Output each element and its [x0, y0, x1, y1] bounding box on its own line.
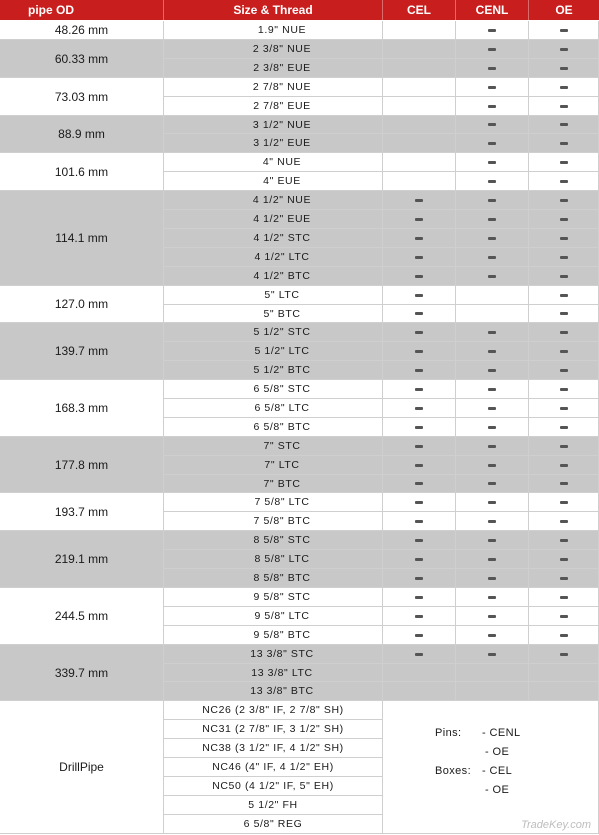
pipe-od-cell: 127.0 mm — [0, 286, 164, 323]
header-size-thread: Size & Thread — [164, 0, 383, 20]
thread-cell: 9 5/8" BTC — [164, 626, 383, 645]
cel-cell — [383, 342, 456, 361]
cel-cell — [383, 323, 456, 342]
pipe-od-cell: 168.3 mm — [0, 380, 164, 437]
oe-mark-icon — [560, 105, 568, 108]
thread-cell: 4" NUE — [164, 153, 383, 172]
cel-mark-icon — [415, 482, 423, 485]
oe-mark-icon — [560, 294, 568, 297]
oe-mark-icon — [560, 180, 568, 183]
cenl-mark-icon — [488, 350, 496, 353]
cel-cell — [383, 531, 456, 550]
cenl-mark-icon — [488, 29, 496, 32]
oe-mark-icon — [560, 539, 568, 542]
cenl-mark-icon — [488, 615, 496, 618]
oe-mark-icon — [560, 237, 568, 240]
cel-cell — [383, 475, 456, 493]
oe-cell — [529, 664, 599, 682]
cel-mark-icon — [415, 218, 423, 221]
oe-cell — [529, 267, 599, 286]
oe-cell — [529, 342, 599, 361]
cel-cell — [383, 607, 456, 626]
oe-mark-icon — [560, 634, 568, 637]
cenl-cell — [456, 323, 529, 342]
oe-mark-icon — [560, 312, 568, 315]
oe-mark-icon — [560, 161, 568, 164]
cel-cell — [383, 116, 456, 134]
cenl-cell — [456, 229, 529, 248]
thread-cell: 2 7/8" EUE — [164, 97, 383, 116]
cenl-cell — [456, 286, 529, 305]
oe-mark-icon — [560, 350, 568, 353]
cel-mark-icon — [415, 199, 423, 202]
oe-mark-icon — [560, 445, 568, 448]
oe-cell — [529, 588, 599, 607]
cel-mark-icon — [415, 237, 423, 240]
cenl-cell — [456, 134, 529, 153]
oe-mark-icon — [560, 86, 568, 89]
oe-cell — [529, 97, 599, 116]
thread-cell: 5 1/2" STC — [164, 323, 383, 342]
cel-cell — [383, 456, 456, 475]
cenl-mark-icon — [488, 426, 496, 429]
cenl-mark-icon — [488, 388, 496, 391]
cenl-mark-icon — [488, 501, 496, 504]
cenl-cell — [456, 305, 529, 323]
oe-cell — [529, 286, 599, 305]
cel-cell — [383, 248, 456, 267]
thread-cell: 13 3/8" LTC — [164, 664, 383, 682]
cel-cell — [383, 153, 456, 172]
pipe-od-cell: 339.7 mm — [0, 645, 164, 701]
oe-mark-icon — [560, 142, 568, 145]
thread-cell: 8 5/8" BTC — [164, 569, 383, 588]
thread-cell: 4 1/2" EUE — [164, 210, 383, 229]
cel-cell — [383, 229, 456, 248]
thread-cell: 4 1/2" NUE — [164, 191, 383, 210]
cenl-cell — [456, 210, 529, 229]
oe-cell — [529, 40, 599, 59]
cel-cell — [383, 267, 456, 286]
cenl-mark-icon — [488, 577, 496, 580]
cel-cell — [383, 172, 456, 191]
cel-mark-icon — [415, 275, 423, 278]
cenl-mark-icon — [488, 634, 496, 637]
cenl-mark-icon — [488, 653, 496, 656]
thread-cell: 7" STC — [164, 437, 383, 456]
oe-mark-icon — [560, 388, 568, 391]
oe-cell — [529, 645, 599, 664]
cel-mark-icon — [415, 615, 423, 618]
oe-mark-icon — [560, 501, 568, 504]
drillpipe-od-cell: DrillPipe — [0, 701, 164, 834]
thread-cell: 5" BTC — [164, 305, 383, 323]
thread-cell: 5 1/2" LTC — [164, 342, 383, 361]
cel-cell — [383, 437, 456, 456]
cel-cell — [383, 97, 456, 116]
thread-cell: 3 1/2" EUE — [164, 134, 383, 153]
cenl-cell — [456, 626, 529, 645]
thread-cell: 6 5/8" STC — [164, 380, 383, 399]
cenl-mark-icon — [488, 464, 496, 467]
oe-cell — [529, 116, 599, 134]
cel-mark-icon — [415, 407, 423, 410]
cenl-cell — [456, 342, 529, 361]
cel-cell — [383, 682, 456, 701]
oe-cell — [529, 78, 599, 97]
drillpipe-thread-cell: NC50 (4 1/2" IF, 5" EH) — [164, 777, 383, 796]
oe-mark-icon — [560, 275, 568, 278]
oe-mark-icon — [560, 464, 568, 467]
cenl-cell — [456, 607, 529, 626]
thread-cell: 8 5/8" STC — [164, 531, 383, 550]
cenl-cell — [456, 399, 529, 418]
oe-mark-icon — [560, 123, 568, 126]
oe-mark-icon — [560, 653, 568, 656]
cenl-cell — [456, 380, 529, 399]
cel-mark-icon — [415, 256, 423, 259]
oe-cell — [529, 21, 599, 40]
oe-mark-icon — [560, 520, 568, 523]
pipe-od-cell: 193.7 mm — [0, 493, 164, 531]
thread-cell: 5" LTC — [164, 286, 383, 305]
drillpipe-thread-cell: 5 1/2" FH — [164, 796, 383, 815]
oe-cell — [529, 437, 599, 456]
cenl-mark-icon — [488, 482, 496, 485]
cenl-mark-icon — [488, 369, 496, 372]
thread-cell: 6 5/8" LTC — [164, 399, 383, 418]
cenl-mark-icon — [488, 520, 496, 523]
cenl-cell — [456, 475, 529, 493]
oe-cell — [529, 418, 599, 437]
cel-cell — [383, 78, 456, 97]
cenl-cell — [456, 588, 529, 607]
pipe-od-cell: 177.8 mm — [0, 437, 164, 493]
cel-cell — [383, 626, 456, 645]
cenl-mark-icon — [488, 48, 496, 51]
cenl-cell — [456, 550, 529, 569]
cenl-mark-icon — [488, 445, 496, 448]
pipe-od-cell: 73.03 mm — [0, 78, 164, 116]
cel-mark-icon — [415, 539, 423, 542]
cenl-mark-icon — [488, 218, 496, 221]
cel-cell — [383, 21, 456, 40]
thread-cell: 7 5/8" BTC — [164, 512, 383, 531]
oe-cell — [529, 323, 599, 342]
oe-cell — [529, 607, 599, 626]
pipe-od-cell: 244.5 mm — [0, 588, 164, 645]
pipe-od-cell: 114.1 mm — [0, 191, 164, 286]
header-pipe-od: pipe OD — [0, 0, 164, 20]
cel-cell — [383, 569, 456, 588]
thread-cell: 4 1/2" BTC — [164, 267, 383, 286]
oe-cell — [529, 172, 599, 191]
cenl-mark-icon — [488, 256, 496, 259]
cenl-mark-icon — [488, 123, 496, 126]
cenl-cell — [456, 97, 529, 116]
drillpipe-thread-cell: NC31 (2 7/8" IF, 3 1/2" SH) — [164, 720, 383, 739]
pipe-od-cell: 88.9 mm — [0, 116, 164, 153]
boxes-label: Boxes: — [435, 765, 472, 777]
cel-cell — [383, 493, 456, 512]
cel-mark-icon — [415, 350, 423, 353]
oe-mark-icon — [560, 331, 568, 334]
drillpipe-thread-cell: 6 5/8" REG — [164, 815, 383, 834]
cenl-cell — [456, 531, 529, 550]
oe-cell — [529, 305, 599, 323]
boxes-value-2: - OE — [485, 784, 510, 796]
oe-cell — [529, 210, 599, 229]
cenl-cell — [456, 493, 529, 512]
oe-mark-icon — [560, 256, 568, 259]
cel-cell — [383, 588, 456, 607]
cenl-cell — [456, 116, 529, 134]
cenl-cell — [456, 78, 529, 97]
cenl-cell — [456, 361, 529, 380]
cenl-mark-icon — [488, 142, 496, 145]
oe-mark-icon — [560, 199, 568, 202]
cel-mark-icon — [415, 388, 423, 391]
oe-mark-icon — [560, 29, 568, 32]
oe-mark-icon — [560, 407, 568, 410]
thread-cell: 7" LTC — [164, 456, 383, 475]
oe-cell — [529, 626, 599, 645]
cenl-mark-icon — [488, 180, 496, 183]
cel-mark-icon — [415, 577, 423, 580]
thread-cell: 3 1/2" NUE — [164, 116, 383, 134]
cel-cell — [383, 418, 456, 437]
pins-label: Pins: — [435, 727, 462, 739]
drillpipe-thread-cell: NC38 (3 1/2" IF, 4 1/2" SH) — [164, 739, 383, 758]
thread-cell: 4 1/2" LTC — [164, 248, 383, 267]
thread-cell: 13 3/8" STC — [164, 645, 383, 664]
cenl-mark-icon — [488, 105, 496, 108]
oe-cell — [529, 493, 599, 512]
cenl-mark-icon — [488, 407, 496, 410]
cenl-mark-icon — [488, 237, 496, 240]
cel-mark-icon — [415, 312, 423, 315]
cel-cell — [383, 361, 456, 380]
oe-cell — [529, 153, 599, 172]
cenl-cell — [456, 437, 529, 456]
cel-cell — [383, 286, 456, 305]
oe-cell — [529, 550, 599, 569]
cenl-cell — [456, 456, 529, 475]
oe-cell — [529, 531, 599, 550]
cel-mark-icon — [415, 426, 423, 429]
pipe-od-cell: 219.1 mm — [0, 531, 164, 588]
cenl-mark-icon — [488, 199, 496, 202]
pins-value-1: - CENL — [482, 727, 521, 739]
cel-mark-icon — [415, 520, 423, 523]
cel-mark-icon — [415, 331, 423, 334]
cenl-cell — [456, 248, 529, 267]
cenl-cell — [456, 682, 529, 701]
thread-cell: 2 7/8" NUE — [164, 78, 383, 97]
drillpipe-thread-cell: NC26 (2 3/8" IF, 2 7/8" SH) — [164, 701, 383, 720]
oe-cell — [529, 380, 599, 399]
cel-cell — [383, 134, 456, 153]
cel-cell — [383, 550, 456, 569]
drillpipe-thread-cell: NC46 (4" IF, 4 1/2" EH) — [164, 758, 383, 777]
cel-cell — [383, 645, 456, 664]
oe-cell — [529, 682, 599, 701]
cenl-mark-icon — [488, 86, 496, 89]
pipe-od-cell: 48.26 mm — [0, 21, 164, 40]
cenl-cell — [456, 267, 529, 286]
oe-cell — [529, 361, 599, 380]
oe-cell — [529, 134, 599, 153]
cel-cell — [383, 59, 456, 78]
cenl-mark-icon — [488, 331, 496, 334]
cel-cell — [383, 191, 456, 210]
cel-cell — [383, 399, 456, 418]
cel-mark-icon — [415, 445, 423, 448]
cenl-cell — [456, 153, 529, 172]
thread-cell: 8 5/8" LTC — [164, 550, 383, 569]
oe-mark-icon — [560, 558, 568, 561]
boxes-value-1: - CEL — [482, 765, 513, 777]
pins-value-2: - OE — [485, 746, 510, 758]
oe-cell — [529, 399, 599, 418]
thread-cell: 1.9" NUE — [164, 21, 383, 40]
oe-cell — [529, 229, 599, 248]
thread-cell: 2 3/8" NUE — [164, 40, 383, 59]
cel-cell — [383, 512, 456, 531]
thread-cell: 6 5/8" BTC — [164, 418, 383, 437]
cel-mark-icon — [415, 294, 423, 297]
header-cel: CEL — [383, 0, 456, 20]
header-oe: OE — [529, 0, 599, 20]
thread-cell: 4" EUE — [164, 172, 383, 191]
cenl-mark-icon — [488, 275, 496, 278]
watermark: TradeKey.com — [521, 819, 591, 831]
oe-mark-icon — [560, 369, 568, 372]
oe-mark-icon — [560, 48, 568, 51]
cel-mark-icon — [415, 634, 423, 637]
cel-mark-icon — [415, 558, 423, 561]
cel-cell — [383, 664, 456, 682]
cel-mark-icon — [415, 596, 423, 599]
cenl-cell — [456, 21, 529, 40]
cel-cell — [383, 210, 456, 229]
cenl-mark-icon — [488, 558, 496, 561]
cel-mark-icon — [415, 464, 423, 467]
thread-cell: 13 3/8" BTC — [164, 682, 383, 701]
thread-cell: 9 5/8" STC — [164, 588, 383, 607]
oe-mark-icon — [560, 596, 568, 599]
oe-mark-icon — [560, 426, 568, 429]
cel-cell — [383, 40, 456, 59]
cenl-cell — [456, 645, 529, 664]
cenl-mark-icon — [488, 67, 496, 70]
oe-cell — [529, 191, 599, 210]
cenl-mark-icon — [488, 596, 496, 599]
oe-cell — [529, 248, 599, 267]
cel-cell — [383, 305, 456, 323]
oe-mark-icon — [560, 218, 568, 221]
oe-mark-icon — [560, 67, 568, 70]
pipe-od-cell: 101.6 mm — [0, 153, 164, 191]
thread-cell: 2 3/8" EUE — [164, 59, 383, 78]
cenl-cell — [456, 418, 529, 437]
oe-cell — [529, 512, 599, 531]
header-cenl: CENL — [456, 0, 529, 20]
oe-mark-icon — [560, 482, 568, 485]
cenl-mark-icon — [488, 539, 496, 542]
cel-mark-icon — [415, 369, 423, 372]
cenl-cell — [456, 569, 529, 588]
cenl-cell — [456, 191, 529, 210]
thread-cell: 7 5/8" LTC — [164, 493, 383, 512]
oe-cell — [529, 475, 599, 493]
oe-mark-icon — [560, 577, 568, 580]
cenl-cell — [456, 59, 529, 78]
cel-mark-icon — [415, 501, 423, 504]
thread-cell: 5 1/2" BTC — [164, 361, 383, 380]
thread-cell: 9 5/8" LTC — [164, 607, 383, 626]
oe-cell — [529, 456, 599, 475]
cenl-mark-icon — [488, 161, 496, 164]
oe-cell — [529, 569, 599, 588]
cel-cell — [383, 380, 456, 399]
pipe-od-cell: 139.7 mm — [0, 323, 164, 380]
thread-cell: 7" BTC — [164, 475, 383, 493]
cenl-cell — [456, 172, 529, 191]
oe-mark-icon — [560, 615, 568, 618]
cenl-cell — [456, 512, 529, 531]
cel-mark-icon — [415, 653, 423, 656]
thread-cell: 4 1/2" STC — [164, 229, 383, 248]
cenl-cell — [456, 40, 529, 59]
oe-cell — [529, 59, 599, 78]
cenl-cell — [456, 664, 529, 682]
pipe-od-cell: 60.33 mm — [0, 40, 164, 78]
drillpipe-notes — [383, 701, 599, 834]
